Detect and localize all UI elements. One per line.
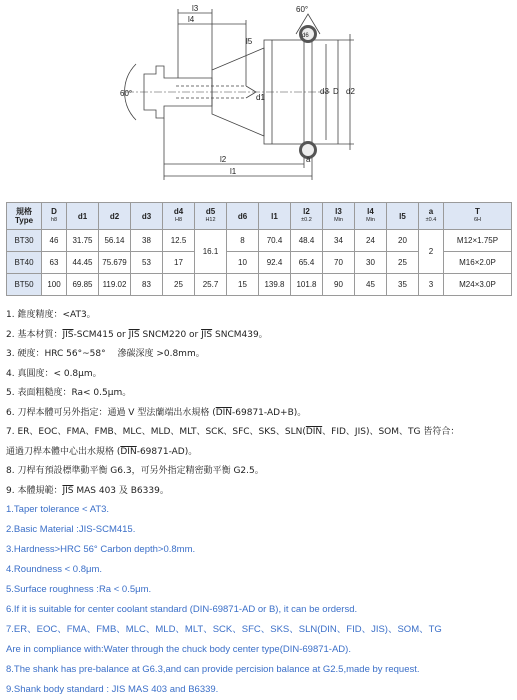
note-en-1: 1.Taper tolerance < AT3. — [6, 504, 110, 515]
cell-l1: 70.4 — [259, 230, 291, 252]
cell-l4: 30 — [355, 252, 387, 274]
cell-d2: 119.02 — [99, 274, 131, 296]
note-en-5: 5.Surface roughness :Ra < 0.5μm. — [6, 584, 152, 595]
cell-d5: 25.7 — [195, 274, 227, 296]
note-en-2: 2.Basic Material :JIS-SCM415. — [6, 524, 136, 535]
th-l4: l4 Min — [355, 203, 387, 230]
cell-D: 100 — [42, 274, 67, 296]
label-D: D — [333, 87, 339, 96]
th-d1: d1 — [67, 203, 99, 230]
cell-d1: 31.75 — [67, 230, 99, 252]
th-d2: d2 — [99, 203, 131, 230]
label-a: a — [306, 155, 311, 164]
note-cn-5: 5. 表面粗糙度：Ra< 0.5μm。 — [6, 388, 132, 398]
cell-d4: 17 — [163, 252, 195, 274]
cell-type: BT40 — [7, 252, 42, 274]
cell-d5: 16.1 — [195, 230, 227, 274]
cell-l4: 45 — [355, 274, 387, 296]
th-d5: d5 H12 — [195, 203, 227, 230]
cell-l1: 92.4 — [259, 252, 291, 274]
note-en-8: 8.The shank has pre-balance at G6.3,and can provide percision balance at G2.5,made by request. — [6, 664, 420, 675]
cell-l1: 139.8 — [259, 274, 291, 296]
th-l2: l2 ±0.2 — [291, 203, 323, 230]
label-d3: d3 — [320, 87, 329, 96]
cell-d3: 53 — [131, 252, 163, 274]
th-l1: l1 — [259, 203, 291, 230]
th-l3: l3 Min — [323, 203, 355, 230]
label-l2: l2 — [220, 155, 227, 164]
table-header-row — [7, 203, 512, 230]
cell-d4: 25 — [163, 274, 195, 296]
th-T: T 6H — [444, 203, 512, 230]
cell-l2: 48.4 — [291, 230, 323, 252]
cell-l3: 34 — [323, 230, 355, 252]
label-l1: l1 — [230, 167, 237, 176]
note-cn-8: 8. 刀桿有預設標準動平衡 G6.3，可另外指定精密動平衡 G2.5。 — [6, 466, 264, 476]
cell-d6: 10 — [227, 252, 259, 274]
cell-l5: 25 — [387, 252, 419, 274]
label-l5: l5 — [246, 37, 253, 46]
cell-T: M24×3.0P — [444, 274, 512, 296]
cell-l3: 90 — [323, 274, 355, 296]
label-l3: l3 — [192, 4, 199, 13]
cell-type: BT50 — [7, 274, 42, 296]
cell-d3: 38 — [131, 230, 163, 252]
cell-l4: 24 — [355, 230, 387, 252]
note-cn-9: 9. 本體規範：$\overline{JIS}$ MAS 403 及 B6339。 — [6, 485, 169, 496]
notes-english — [6, 500, 511, 700]
th-d6: d6 — [227, 203, 259, 230]
label-angle-top: 60° — [296, 5, 309, 14]
note-cn-1: 1. 錐度精度：<AT3。 — [6, 310, 96, 320]
note-en-4: 4.Roundness < 0.8μm. — [6, 564, 103, 575]
note-cn-6: 6. 刀桿本體可另外指定：通過 V 型法蘭端出水規格 $(\overline{DIN}-69871-AD+B)$。 — [6, 407, 307, 418]
note-cn-3: 3. 硬度：HRC 56°~58° 滲碳深度 >0.8mm。 — [6, 349, 205, 359]
label-d6: d6 — [302, 33, 309, 39]
cell-type: BT30 — [7, 230, 42, 252]
label-d2: d2 — [346, 87, 355, 96]
th-d4: d4 H8 — [163, 203, 195, 230]
label-d1: d1 — [256, 93, 265, 102]
cell-l3: 70 — [323, 252, 355, 274]
note-en-6: 6.If it is suitable for center coolant standard (DIN-69871-AD or B), it can be ordersd. — [6, 604, 358, 615]
note-cn-2: 2. 基本材質：$\overline{JIS}-SCM415$ or $\overline{JIS}$ SNCM220 or $\overline{JIS}$ SNCM439。 — [6, 329, 268, 340]
note-en-7b: Are in compliance with:Water through the chuck body center type(DIN-69871-AD). — [6, 644, 351, 655]
cell-a: 3 — [419, 274, 444, 296]
cell-T: M12×1.75P — [444, 230, 512, 252]
cell-d4: 12.5 — [163, 230, 195, 252]
cell-d6: 8 — [227, 230, 259, 252]
toolholder-drawing — [96, 4, 366, 184]
th-D: D h8 — [42, 203, 67, 230]
label-angle-left: 60° — [120, 89, 133, 98]
spec-table — [6, 202, 512, 296]
cell-l2: 65.4 — [291, 252, 323, 274]
cell-d6: 15 — [227, 274, 259, 296]
label-l4: l4 — [188, 15, 195, 24]
th-type: 規格 Type — [7, 203, 42, 230]
cell-l2: 101.8 — [291, 274, 323, 296]
note-cn-7: 7. ER、EOC、FMA、FMB、MLC、MLD、MLT、SCK、SFC、SKS、$SLN(\overline{DIN}$、FID、JIS)、SOM、TG 皆符合： — [6, 427, 460, 437]
notes-chinese — [6, 306, 511, 501]
note-en-3: 3.Hardness>HRC 56° Carbon depth>0.8mm. — [6, 544, 196, 555]
table-row — [7, 274, 512, 296]
cell-d3: 83 — [131, 274, 163, 296]
note-cn-4: 4. 真圓度：< 0.8μm。 — [6, 368, 102, 379]
cell-d1: 69.85 — [67, 274, 99, 296]
note-cn-7b: 通過刀桿本體中心出水規格 $(\overline{DIN}-69871-AD)$。 — [6, 446, 198, 457]
cell-D: 63 — [42, 252, 67, 274]
cell-d1: 44.45 — [67, 252, 99, 274]
th-l5: l5 — [387, 203, 419, 230]
cell-d2: 75.679 — [99, 252, 131, 274]
note-en-9: 9.Shank body standard : JIS MAS 403 and B6339. — [6, 684, 219, 695]
cell-T: M16×2.0P — [444, 252, 512, 274]
cell-d2: 56.14 — [99, 230, 131, 252]
cell-a: 2 — [419, 230, 444, 274]
th-d3: d3 — [131, 203, 163, 230]
th-a: a ±0.4 — [419, 203, 444, 230]
note-en-7: 7.ER、EOC、FMA、FMB、MLC、MLD、MLT、SCK、SFC、SKS、SLN(DIN、FID、JIS)、SOM、TG — [6, 624, 442, 635]
cell-D: 46 — [42, 230, 67, 252]
cell-l5: 35 — [387, 274, 419, 296]
cell-l5: 20 — [387, 230, 419, 252]
table-row — [7, 230, 512, 252]
